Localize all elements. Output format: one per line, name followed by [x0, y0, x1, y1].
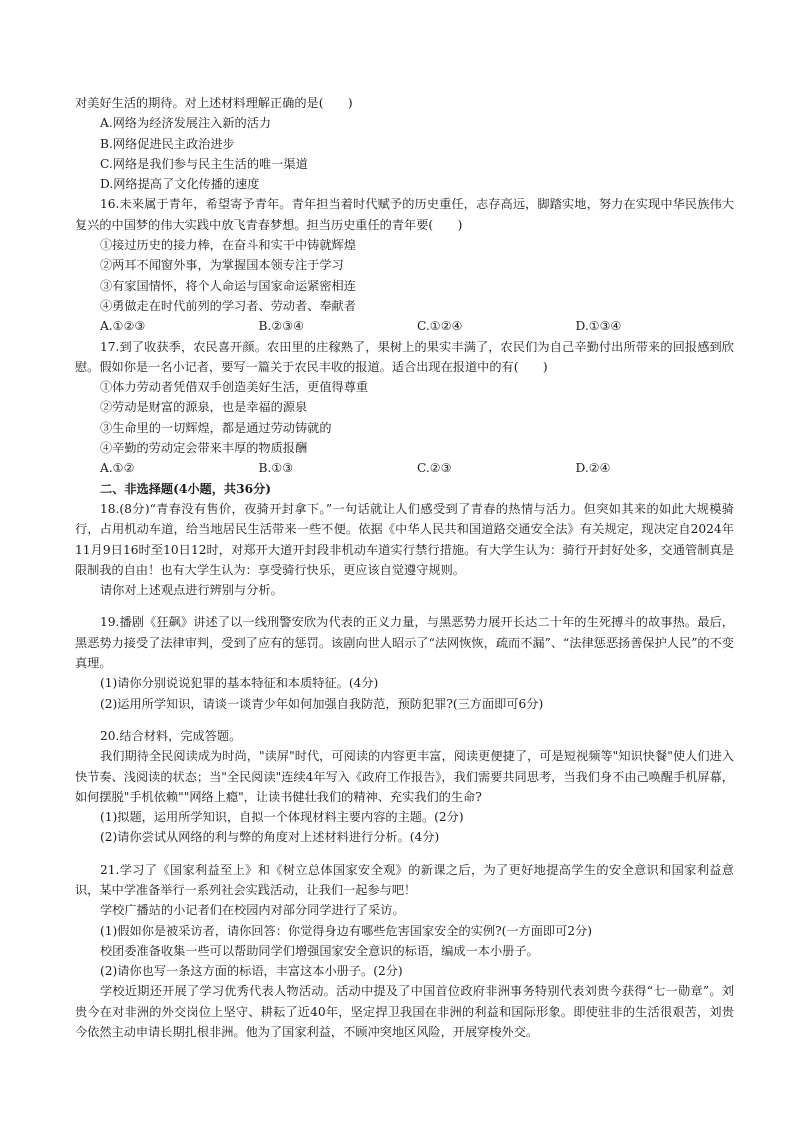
q21-para-1: 学校广播站的小记者们在校园内对部分同学进行了采访。: [100, 903, 405, 918]
q20-material: 我们期待全民阅读成为时尚，"读屏"时代，可阅读的内容更丰富，阅读更便捷了，可是短视频等"知识快餐"使人们进入快节奏、浅阅读的状态；当"全民阅读"连续4年写入《政府工作报告》，我们需要共同思考，当我们身不由己唤醒手机屏幕，如何摆脱"手机依赖""网络上瘾"，让读书健壮我们的精神、充实我们的生命?: [75, 749, 734, 804]
q15-stem-tail: 对美好生活的期待。对上述材料理解正确的是( ): [75, 96, 353, 110]
q17-item-4: ④辛勤的劳动定会带来丰厚的物质报酬: [100, 441, 308, 456]
q21-sub-2: (2)请你也写一条这方面的标语，丰富这本小册子。(2分): [100, 964, 403, 979]
q16-choice-a: A.①②③: [100, 319, 146, 334]
q16-item-2: ②两耳不闻窗外事，为掌握国本领专注于学习: [100, 258, 344, 273]
spacer: [75, 714, 734, 726]
q17-item-2: ②劳动是财富的源泉，也是幸福的源泉: [100, 400, 308, 415]
q17-stem: 17.到了收获季，农民喜开颜。农田里的庄稼熟了，果树上的果实丰满了，农民们为自己辛勤付出所带来的回报感到欣慰。假如你是一名小记者，要写一篇关于农民丰收的报道。适合出现在报道中的有( ): [75, 339, 734, 374]
q18-stem: 18.(8分)“青春没有售价，夜骑开封拿下。”一句话就让人们感受到了青春的热情与活力。但突如其来的如此大规模骑行，占用机动车道，给当地居民生活带来一些不便。依据《中华人民共和国道路交通安全法》有关规定，现决定自2024年11月9日16时至10日12时，对郑开大道开封段非机动车道实行禁行措施。有大学生认为：骑行开封好处多，交通管制真是限制我的自由！也有大学生认为：享受骑行快乐，更应该自觉遵守规则。: [75, 501, 734, 577]
q15-option-c: C.网络是我们参与民主生活的唯一渠道: [100, 156, 308, 171]
q17-choice-c: C.②③: [417, 461, 452, 476]
q20-sub-2: (2)请你尝试从网络的利与弊的角度对上述材料进行分析。(4分): [100, 830, 440, 845]
spacer: [75, 848, 734, 860]
q19-sub-2: (2)运用所学知识，请谈一谈青少年如何加强自我防范，预防犯罪?(三方面即可6分): [100, 696, 544, 711]
q16-choices: [75, 316, 734, 336]
q16-stem: 16.未来属于青年，希望寄予青年。青年担当着时代赋予的历史重任，志存高远，脚踏实地，努力在实现中华民族伟大复兴的中国梦的伟大实践中放飞青春梦想。担当历史重任的青年要( ): [75, 197, 734, 232]
q21-sub-1: (1)假如你是被采访者，请你回答：你觉得身边有哪些危害国家安全的实例?(一方面即可2分): [100, 923, 592, 938]
q17-item-3: ③生命里的一切辉煌，都是通过劳动铸就的: [100, 420, 332, 435]
q16-item-3: ③有家国情怀，将个人命运与国家命运紧密相连: [100, 278, 356, 293]
q17-choice-d: D.②④: [575, 461, 611, 476]
q15-option-b: B.网络促进民主政治进步: [100, 136, 235, 151]
q17-choice-b: B.①③: [258, 461, 294, 476]
q16-choice-d: D.①③④: [575, 319, 622, 334]
section-heading: 二、非选择题(4小题，共36分): [100, 481, 272, 496]
q16-item-4: ④勇做走在时代前列的学习者、劳动者、奉献者: [100, 298, 356, 313]
q17-choice-a: A.①②: [100, 461, 135, 476]
q20-title: 20.结合材料，完成答题。: [100, 728, 242, 743]
spacer: [75, 600, 734, 612]
q21-stem: 21.学习了《国家利益至上》和《树立总体国家安全观》的新课之后，为了更好地提高学生的安全意识和国家利益意识，某中学准备举行一系列社会实践活动，让我们一起参与吧！: [75, 862, 734, 897]
q16-item-1: ①接过历史的接力棒，在奋斗和实干中铸就辉煌: [100, 238, 356, 253]
q21-para-3: 学校近期还开展了学习优秀代表人物活动。活动中提及了中国首位政府非洲事务特别代表刘贵今获得“七一勋章”。刘贵今在对非洲的外交岗位上坚守、耕耘了近40年，坚定捍卫我国在非洲的利益和国际形象。即使驻非的生活很艰苦，刘贵今依然主动申请长期扎根非洲。他为了国家利益，不顾冲突地区风险，开展穿梭外交。: [75, 984, 734, 1040]
q15-option-d: D.网络提高了文化传播的速度: [100, 177, 260, 192]
q18-task: 请你对上述观点进行辨别与分析。: [100, 583, 283, 598]
q19-stem: 19.播剧《狂飙》讲述了以一线刑警安欣为代表的正义力量，与黑恶势力展开长达二十年的生死搏斗的故事热。最后，黑恶势力接受了法律审判，受到了应有的惩罚。该剧向世人昭示了“法网恢恢，疏而不漏”、“法律惩恶扬善保护人民”的不变真理。: [75, 615, 734, 671]
q19-sub-1: (1)请你分别说说犯罪的基本特征和本质特征。(4分): [100, 676, 379, 691]
q16-choice-b: B.②③④: [258, 319, 305, 334]
q17-choices: [75, 458, 734, 478]
q16-choice-c: C.①②④: [417, 319, 463, 334]
q20-sub-1: (1)拟题，运用所学知识，自拟一个体现材料主要内容的主题。(2分): [100, 810, 464, 825]
q15-option-a: A.网络为经济发展注入新的活力: [100, 116, 272, 131]
q21-para-2: 校团委准备收集一些可以帮助同学们增强国家安全意识的标语，编成一本小册子。: [100, 943, 539, 958]
q17-item-1: ①体力劳动者凭借双手创造美好生活，更值得尊重: [100, 380, 369, 395]
